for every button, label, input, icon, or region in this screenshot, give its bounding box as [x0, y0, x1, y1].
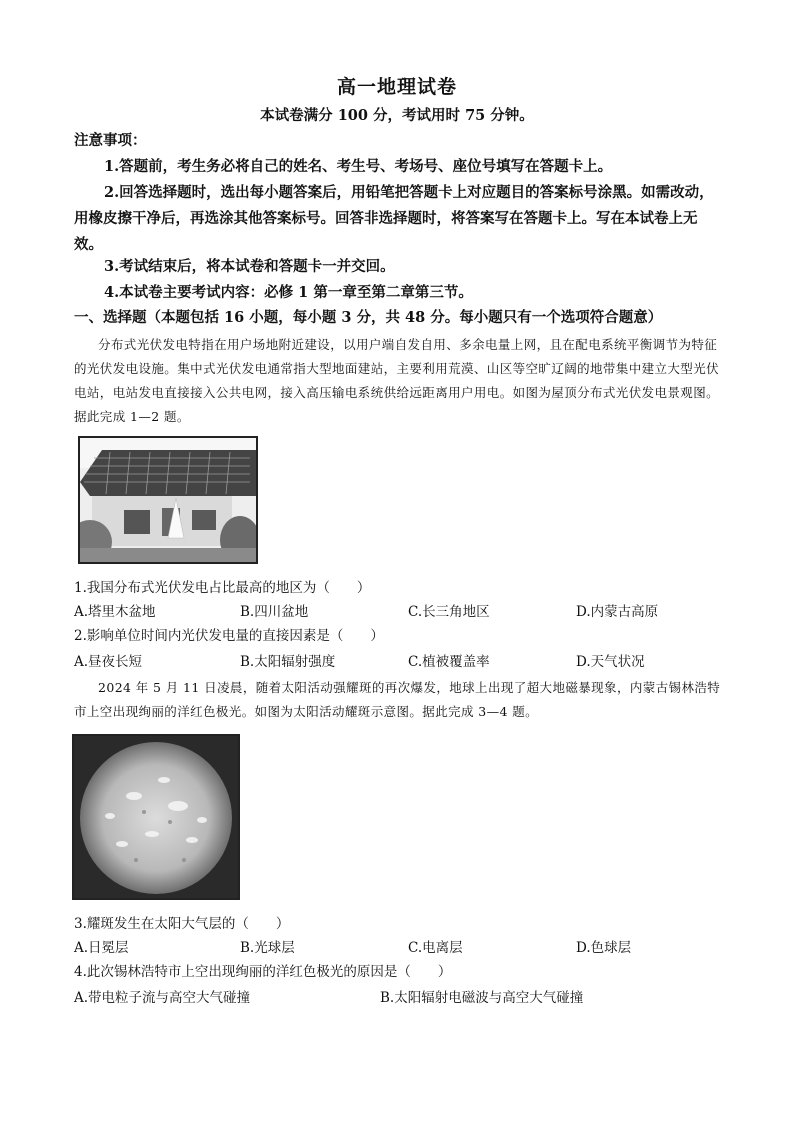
sun-flare-drawing	[74, 736, 238, 898]
question-2-stem: 2.影响单位时间内光伏发电量的直接因素是（ ）	[74, 628, 384, 644]
question-4-stem: 4.此次锡林浩特市上空出现绚丽的洋红色极光的原因是（ ）	[74, 964, 452, 980]
q4-option-b[interactable]: B.太阳辐射电磁波与高空大气碰撞	[380, 990, 584, 1006]
notice-heading: 注意事项：	[74, 132, 147, 149]
q1-option-b[interactable]: B.四川盆地	[240, 604, 309, 620]
passage-solar-pv: 分布式光伏发电特指在用户场地附近建设，以用户端自发自用、多余电量上网，且在配电系统平衡调节为特征的光伏发电设施。集中式光伏发电通常指大型地面建站，主要利用荒漠、山区等空旷辽阔的地带集中建立大型光伏电站，电站发电直接接入公共电网，接入高压输电系统供给远距离用户用电。如图为屋顶分布式光伏发电景观图。据此完成 1—2 题。	[74, 337, 720, 424]
page-title: 高一地理试卷	[336, 76, 457, 98]
question-2-options	[74, 650, 724, 674]
q3-option-d[interactable]: D.色球层	[576, 940, 632, 956]
q2-option-b[interactable]: B.太阳辐射强度	[240, 654, 336, 670]
q4-option-a[interactable]: A.带电粒子流与高空大气碰撞	[74, 990, 251, 1006]
notice-item-3: 3.考试结束后，将本试卷和答题卡一并交回。	[104, 258, 395, 275]
notice-item-1: 1.答题前，考生务必将自己的姓名、考生号、考场号、座位号填写在答题卡上。	[104, 158, 613, 175]
q2-option-c[interactable]: C.植被覆盖率	[408, 654, 490, 670]
rooftop-pv-drawing	[80, 438, 256, 562]
q3-option-a[interactable]: A.日冕层	[74, 940, 129, 956]
q1-option-a[interactable]: A.塔里木盆地	[74, 604, 156, 620]
q3-option-c[interactable]: C.电离层	[408, 940, 463, 956]
notice-item-2: 2.回答选择题时，选出每小题答案后，用铅笔把答题卡上对应题目的答案标号涂黑。如需改动，用橡皮擦干净后，再选涂其他答案标号。回答非选择题时，将答案写在答题卡上。写在本试卷上无效。	[74, 184, 714, 253]
q2-option-d[interactable]: D.天气状况	[576, 654, 645, 670]
question-3-stem: 3.耀斑发生在太阳大气层的（ ）	[74, 916, 290, 932]
question-1-options	[74, 600, 724, 624]
rooftop-pv-photo	[78, 436, 258, 564]
question-3-options	[74, 936, 724, 960]
q1-option-d[interactable]: D.内蒙古高原	[576, 604, 659, 620]
exam-info: 本试卷满分 100 分，考试用时 75 分钟。	[260, 107, 534, 124]
q1-option-c[interactable]: C.长三角地区	[408, 604, 490, 620]
question-1-stem: 1.我国分布式光伏发电占比最高的地区为（ ）	[74, 580, 371, 596]
section-heading: 一、选择题（本题包括 16 小题，每小题 3 分，共 48 分。每小题只有一个选项符合题意）	[74, 309, 663, 326]
q2-option-a[interactable]: A.昼夜长短	[74, 654, 143, 670]
sun-flare-photo	[72, 734, 240, 900]
notice-item-4: 4.本试卷主要考试内容：必修 1 第一章至第二章第三节。	[104, 284, 473, 301]
q3-option-b[interactable]: B.光球层	[240, 940, 295, 956]
passage-solar-flare: 2024 年 5 月 11 日凌晨，随着太阳活动强耀斑的再次爆发，地球上出现了超大地磁暴现象，内蒙古锡林浩特市上空出现绚丽的洋红色极光。如图为太阳活动耀斑示意图。据此完成 3—4 题。	[74, 680, 721, 719]
question-4-options	[74, 986, 724, 1010]
